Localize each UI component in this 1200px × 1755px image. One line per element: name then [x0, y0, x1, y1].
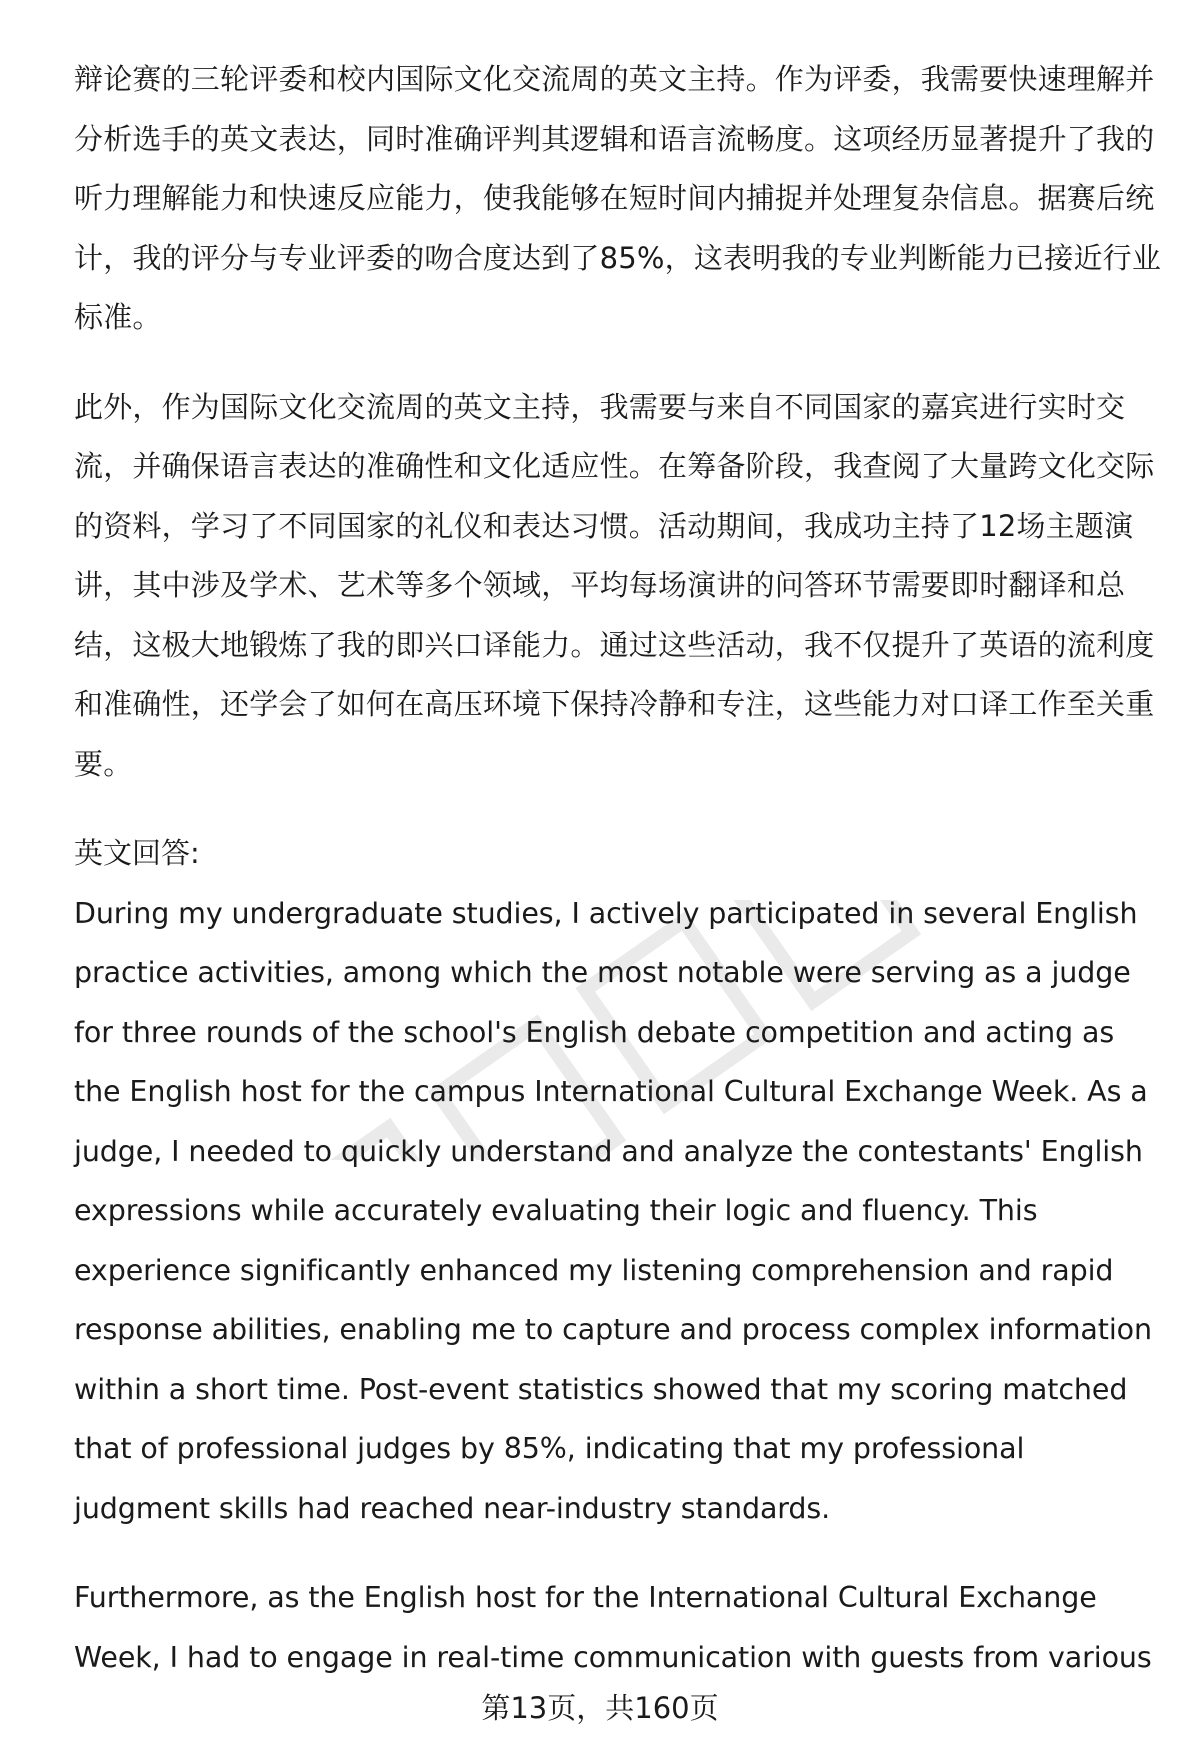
- english-answer-label: 英文回答:: [74, 836, 200, 870]
- en-paragraph-2: Furthermore, as the English host for the International Cultural Exchange Week, I had to engage in real-time communication with guests from various: [74, 1581, 1152, 1674]
- paragraph-gap: [74, 348, 1164, 378]
- cn-paragraph-2: 此外，作为国际文化交流周的英文主持，我需要与来自不同国家的嘉宾进行实时交流，并确保语言表达的准确性和文化适应性。在筹备阶段，我查阅了大量跨文化交际的资料，学习了不同国家的礼仪和表达习惯。活动期间，我成功主持了12场主题演讲，其中涉及学术、艺术等多个领域，平均每场演讲的问答环节需要即时翻译和总结，这极大地锻炼了我的即兴口译能力。通过这些活动，我不仅提升了英语的流利度和准确性，还学会了如何在高压环境下保持冷静和专注，这些能力对口译工作至关重要。: [74, 389, 1155, 781]
- page-footer: 第13页，共160页: [481, 1691, 719, 1725]
- paragraph-gap: [74, 794, 1164, 824]
- cn-paragraph-1: 辩论赛的三轮评委和校内国际文化交流周的英文主持。作为评委，我需要快速理解并分析选手的英文表达，同时准确评判其逻辑和语言流畅度。这项经历显著提升了我的听力理解能力和快速反应能力，使我能够在短时间内捕捉并处理复杂信息。据赛后统计，我的评分与专业评委的吻合度达到了85%，这表明我的专业判断能力已接近行业标准。: [74, 62, 1162, 334]
- en-paragraph-1: During my undergraduate studies, I actively participated in several English practice activities, among which the most notable were serving as a judge for three rounds of the school's English debate competition and acting as the English host for the campus International Cultural Exchange Week. As a judge, I needed to quickly understand and analyze the contestants' English expressions while accurately evaluating their logic and fluency. This experience significantly enhanced my listening comprehension and rapid response abilities, enabling me to capture and process complex information within a short time. Post-event statistics showed that my scoring matched that of professional judges by 85%, indicating that my professional judgment skills had reached near-industry standards.: [74, 896, 1152, 1525]
- document-page: [74, 50, 1164, 1687]
- paragraph-gap: [74, 1538, 1164, 1568]
